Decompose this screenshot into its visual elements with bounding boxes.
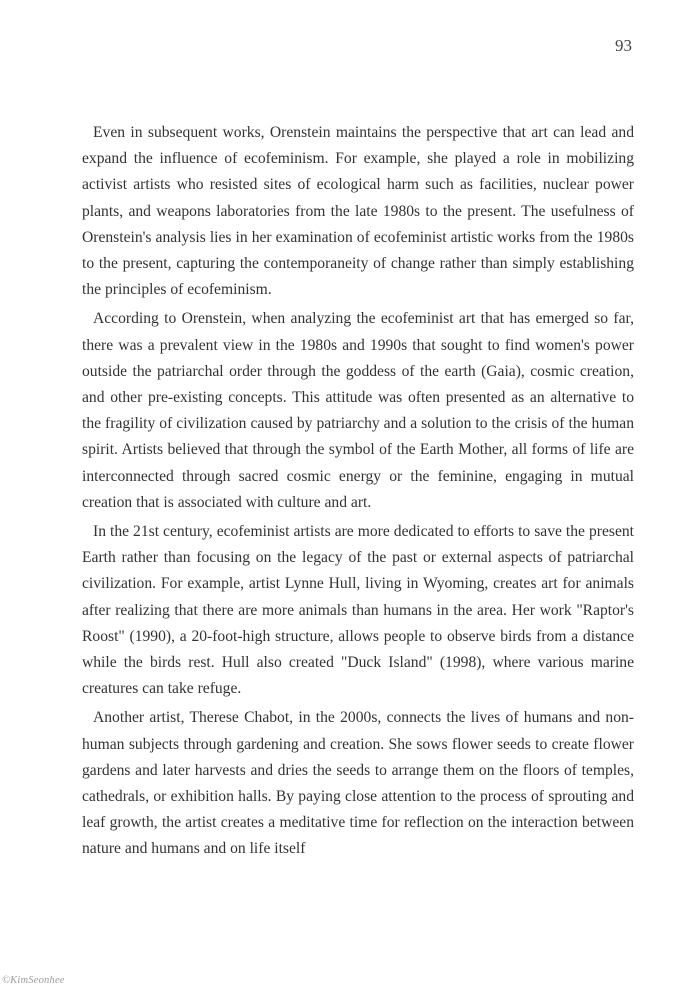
page-number: 93 — [615, 36, 632, 55]
paragraph-therese-chabot: Another artist, Therese Chabot, in the 2000s, connects the lives of humans and non-human subjects through gardening and creation. She sows flower seeds to create flower gardens and later harvests and dries the seeds to arrange them on the floors of temples, cathedrals, or exhibition halls. By paying close attention to the process of sprouting and leaf growth, the artist creates a meditative time for reflection on the interaction between nature and humans and on life itself — [82, 709, 634, 858]
body-text — [82, 120, 634, 866]
paragraph-ecofeminist-art-1980s: According to Orenstein, when analyzing the ecofeminist art that has emerged so far, there was a prevalent view in the 1980s and 1990s that sought to find women's power outside the patriarchal order through the goddess of the earth (Gaia), cosmic creation, and other pre-existing concepts. This attitude was often presented as an alternative to the fragility of civilization caused by patriarchy and a solution to the crisis of the human spirit. Artists believed that through the symbol of the Earth Mother, all forms of life are interconnected through sacred cosmic energy or the feminine, engaging in mutual creation that is associated with culture and art. — [82, 310, 634, 511]
paragraph-21st-century-artists: In the 21st century, ecofeminist artists are more dedicated to efforts to save the present Earth rather than focusing on the legacy of the past or external aspects of patriarchal civilization. For example, artist Lynne Hull, living in Wyoming, creates art for animals after realizing that there are more animals than humans in the area. Her work "Raptor's Roost" (1990), a 20-foot-high structure, allows people to observe birds from a distance while the birds rest. Hull also created "Duck Island" (1998), where various marine creatures can take refuge. — [82, 523, 634, 698]
copyright-watermark: ©KimSeonhee — [2, 975, 65, 986]
paragraph-orenstein-perspective: Even in subsequent works, Orenstein maintains the perspective that art can lead and expand the influence of ecofeminism. For example, she played a role in mobilizing activist artists who resisted sites of ecological harm such as facilities, nuclear power plants, and weapons laboratories from the late 1980s to the present. The usefulness of Orenstein's analysis lies in her examination of ecofeminist artistic works from the 1980s to the present, capturing the contemporaneity of change rather than simply establishing the principles of ecofeminism. — [82, 124, 634, 299]
